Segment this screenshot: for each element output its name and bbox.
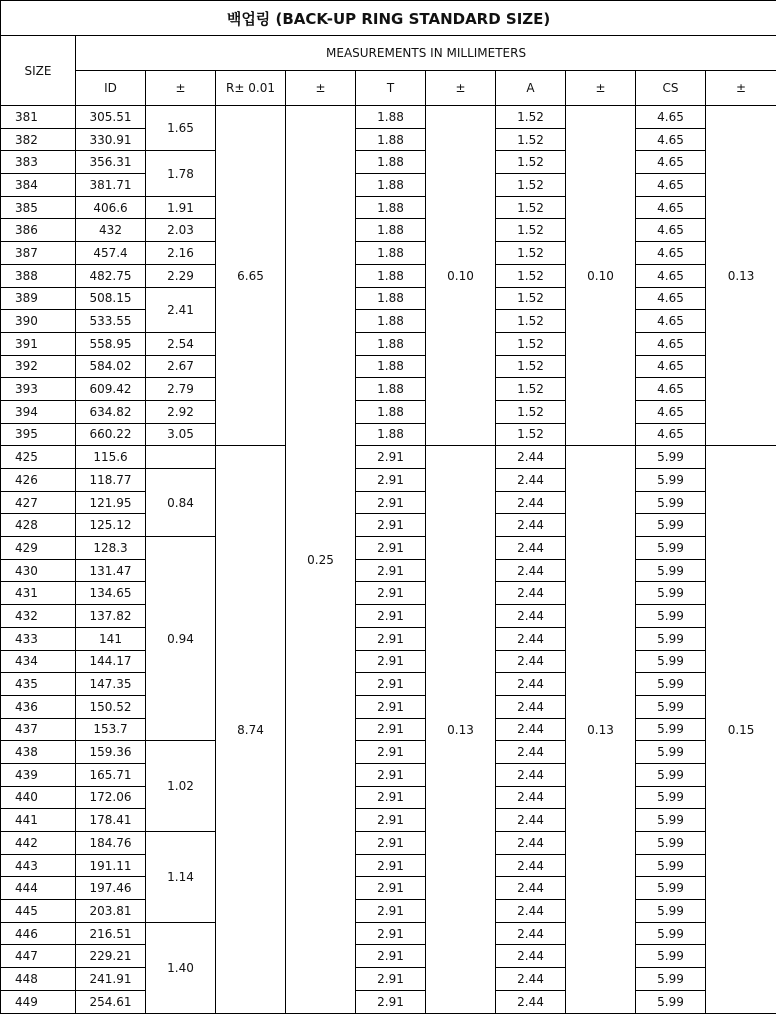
cs-cell: 4.65	[636, 242, 706, 265]
table-title: 백업링 (BACK-UP RING STANDARD SIZE)	[1, 1, 776, 36]
a-cell: 1.52	[496, 128, 566, 151]
size-cell: 388	[1, 264, 76, 287]
id-cell: 147.35	[76, 673, 146, 696]
t-cell: 1.88	[356, 128, 426, 151]
t-cell: 1.88	[356, 264, 426, 287]
id-cell: 150.52	[76, 695, 146, 718]
size-cell: 449	[1, 990, 76, 1013]
id-cell: 121.95	[76, 491, 146, 514]
id-cell: 184.76	[76, 832, 146, 855]
id-tolerance-cell: 2.54	[146, 332, 216, 355]
t-cell: 1.88	[356, 219, 426, 242]
table-row	[1, 605, 776, 628]
table-row	[1, 627, 776, 650]
size-cell: 426	[1, 469, 76, 492]
table-row	[1, 151, 776, 174]
cs-cell: 5.99	[636, 900, 706, 923]
a-cell: 2.44	[496, 877, 566, 900]
column-header-id: ID	[76, 71, 146, 106]
a-cell: 2.44	[496, 900, 566, 923]
id-cell: 165.71	[76, 763, 146, 786]
column-header-r-tol: ±	[286, 71, 356, 106]
a-cell: 1.52	[496, 196, 566, 219]
cs-cell: 4.65	[636, 264, 706, 287]
cs-cell: 5.99	[636, 922, 706, 945]
a-cell: 2.44	[496, 786, 566, 809]
table-row	[1, 264, 776, 287]
id-tolerance-cell: 2.79	[146, 378, 216, 401]
table-row	[1, 945, 776, 968]
t-cell: 2.91	[356, 446, 426, 469]
column-header-row	[1, 71, 776, 106]
t-cell: 2.91	[356, 922, 426, 945]
t-cell: 2.91	[356, 559, 426, 582]
table-row	[1, 219, 776, 242]
cs-cell: 4.65	[636, 378, 706, 401]
cs-cell: 5.99	[636, 809, 706, 832]
r-cell: 8.74	[216, 446, 286, 1014]
id-tolerance-cell: 0.84	[146, 469, 216, 537]
a-cell: 2.44	[496, 650, 566, 673]
t-cell: 2.91	[356, 786, 426, 809]
a-cell: 2.44	[496, 537, 566, 560]
size-cell: 385	[1, 196, 76, 219]
id-cell: 432	[76, 219, 146, 242]
table-row	[1, 741, 776, 764]
t-cell: 2.91	[356, 741, 426, 764]
table-row	[1, 763, 776, 786]
size-cell: 434	[1, 650, 76, 673]
size-cell: 425	[1, 446, 76, 469]
table-row	[1, 491, 776, 514]
id-cell: 634.82	[76, 400, 146, 423]
id-tolerance-cell: 1.02	[146, 741, 216, 832]
id-tolerance-cell: 0.94	[146, 537, 216, 741]
table-row	[1, 695, 776, 718]
t-cell: 2.91	[356, 990, 426, 1013]
table-row	[1, 242, 776, 265]
table-row	[1, 968, 776, 991]
id-cell: 660.22	[76, 423, 146, 446]
a-cell: 2.44	[496, 922, 566, 945]
cs-cell: 4.65	[636, 400, 706, 423]
cs-cell: 4.65	[636, 128, 706, 151]
table-row	[1, 582, 776, 605]
size-cell: 447	[1, 945, 76, 968]
id-cell: 141	[76, 627, 146, 650]
a-cell: 2.44	[496, 673, 566, 696]
cs-cell: 5.99	[636, 582, 706, 605]
id-tolerance-cell: 2.41	[146, 287, 216, 332]
t-cell: 1.88	[356, 287, 426, 310]
column-header-cs: CS	[636, 71, 706, 106]
id-cell: 508.15	[76, 287, 146, 310]
size-cell: 392	[1, 355, 76, 378]
cs-cell: 5.99	[636, 968, 706, 991]
t-cell: 2.91	[356, 627, 426, 650]
size-cell: 382	[1, 128, 76, 151]
size-cell: 446	[1, 922, 76, 945]
cs-cell: 5.99	[636, 650, 706, 673]
a-cell: 1.52	[496, 310, 566, 333]
a-cell: 1.52	[496, 287, 566, 310]
id-cell: 178.41	[76, 809, 146, 832]
table-row	[1, 174, 776, 197]
cs-cell: 5.99	[636, 832, 706, 855]
table-row	[1, 809, 776, 832]
table-row	[1, 718, 776, 741]
column-header-a-tol: ±	[566, 71, 636, 106]
id-cell: 137.82	[76, 605, 146, 628]
size-cell: 442	[1, 832, 76, 855]
a-cell: 1.52	[496, 174, 566, 197]
t-cell: 2.91	[356, 968, 426, 991]
id-cell: 482.75	[76, 264, 146, 287]
column-header-t: T	[356, 71, 426, 106]
table-row	[1, 559, 776, 582]
a-cell: 2.44	[496, 990, 566, 1013]
size-cell: 440	[1, 786, 76, 809]
a-cell: 2.44	[496, 514, 566, 537]
t-cell: 2.91	[356, 469, 426, 492]
column-header-a: A	[496, 71, 566, 106]
id-cell: 533.55	[76, 310, 146, 333]
t-cell: 2.91	[356, 650, 426, 673]
table-row	[1, 786, 776, 809]
size-cell: 428	[1, 514, 76, 537]
a-cell: 2.44	[496, 968, 566, 991]
cs-cell: 4.65	[636, 287, 706, 310]
id-tolerance-cell: 1.78	[146, 151, 216, 196]
t-cell: 2.91	[356, 605, 426, 628]
column-header-id-tol: ±	[146, 71, 216, 106]
id-cell: 330.91	[76, 128, 146, 151]
a-cell: 2.44	[496, 491, 566, 514]
size-cell: 395	[1, 423, 76, 446]
id-tolerance-cell	[146, 446, 216, 469]
table-row	[1, 378, 776, 401]
table-row	[1, 514, 776, 537]
id-cell: 153.7	[76, 718, 146, 741]
a-cell: 2.44	[496, 446, 566, 469]
table-row	[1, 832, 776, 855]
a-tolerance-cell: 0.10	[566, 106, 636, 446]
cs-cell: 4.65	[636, 355, 706, 378]
id-cell: 128.3	[76, 537, 146, 560]
cs-cell: 5.99	[636, 763, 706, 786]
a-cell: 2.44	[496, 627, 566, 650]
size-cell: 443	[1, 854, 76, 877]
cs-cell: 5.99	[636, 945, 706, 968]
table-row	[1, 400, 776, 423]
t-cell: 1.88	[356, 196, 426, 219]
size-cell: 448	[1, 968, 76, 991]
table-row	[1, 332, 776, 355]
table-row	[1, 128, 776, 151]
table-row	[1, 446, 776, 469]
a-tolerance-cell: 0.13	[566, 446, 636, 1014]
t-cell: 2.91	[356, 491, 426, 514]
cs-cell: 4.65	[636, 196, 706, 219]
a-cell: 1.52	[496, 332, 566, 355]
id-cell: 144.17	[76, 650, 146, 673]
a-cell: 2.44	[496, 854, 566, 877]
table-row	[1, 922, 776, 945]
t-tolerance-cell: 0.13	[426, 446, 496, 1014]
t-cell: 1.88	[356, 106, 426, 129]
t-cell: 1.88	[356, 378, 426, 401]
id-cell: 356.31	[76, 151, 146, 174]
size-cell: 431	[1, 582, 76, 605]
id-tolerance-cell: 1.65	[146, 106, 216, 151]
size-cell: 435	[1, 673, 76, 696]
table-row	[1, 106, 776, 129]
size-cell: 438	[1, 741, 76, 764]
cs-cell: 5.99	[636, 491, 706, 514]
size-cell: 391	[1, 332, 76, 355]
cs-cell: 4.65	[636, 219, 706, 242]
size-cell: 430	[1, 559, 76, 582]
cs-cell: 5.99	[636, 559, 706, 582]
a-cell: 2.44	[496, 763, 566, 786]
id-cell: 125.12	[76, 514, 146, 537]
t-cell: 1.88	[356, 355, 426, 378]
table-body	[1, 106, 776, 1014]
id-cell: 381.71	[76, 174, 146, 197]
id-tolerance-cell: 2.16	[146, 242, 216, 265]
size-header: SIZE	[1, 36, 76, 106]
t-cell: 2.91	[356, 763, 426, 786]
a-cell: 2.44	[496, 559, 566, 582]
id-cell: 216.51	[76, 922, 146, 945]
size-cell: 393	[1, 378, 76, 401]
table-header	[1, 1, 776, 106]
a-cell: 1.52	[496, 264, 566, 287]
id-cell: 115.6	[76, 446, 146, 469]
a-cell: 1.52	[496, 355, 566, 378]
id-cell: 609.42	[76, 378, 146, 401]
size-cell: 441	[1, 809, 76, 832]
r-tolerance-cell: 0.25	[286, 106, 356, 1014]
a-cell: 2.44	[496, 605, 566, 628]
table-row	[1, 877, 776, 900]
size-cell: 436	[1, 695, 76, 718]
cs-cell: 5.99	[636, 605, 706, 628]
t-cell: 2.91	[356, 945, 426, 968]
id-cell: 131.47	[76, 559, 146, 582]
t-cell: 2.91	[356, 809, 426, 832]
a-cell: 2.44	[496, 695, 566, 718]
cs-cell: 5.99	[636, 469, 706, 492]
size-cell: 381	[1, 106, 76, 129]
t-tolerance-cell: 0.10	[426, 106, 496, 446]
id-tolerance-cell: 1.91	[146, 196, 216, 219]
size-cell: 387	[1, 242, 76, 265]
t-cell: 1.88	[356, 151, 426, 174]
cs-cell: 4.65	[636, 332, 706, 355]
size-cell: 432	[1, 605, 76, 628]
size-cell: 437	[1, 718, 76, 741]
id-cell: 229.21	[76, 945, 146, 968]
id-cell: 197.46	[76, 877, 146, 900]
t-cell: 2.91	[356, 718, 426, 741]
size-cell: 390	[1, 310, 76, 333]
id-cell: 172.06	[76, 786, 146, 809]
t-cell: 2.91	[356, 537, 426, 560]
t-cell: 1.88	[356, 310, 426, 333]
id-tolerance-cell: 2.29	[146, 264, 216, 287]
table-row	[1, 355, 776, 378]
size-cell: 386	[1, 219, 76, 242]
size-cell: 429	[1, 537, 76, 560]
cs-tolerance-cell: 0.15	[706, 446, 776, 1014]
id-tolerance-cell: 2.67	[146, 355, 216, 378]
cs-cell: 5.99	[636, 786, 706, 809]
cs-cell: 4.65	[636, 106, 706, 129]
id-cell: 134.65	[76, 582, 146, 605]
id-tolerance-cell: 1.40	[146, 922, 216, 1013]
a-cell: 2.44	[496, 718, 566, 741]
a-cell: 1.52	[496, 378, 566, 401]
table-row	[1, 423, 776, 446]
a-cell: 2.44	[496, 832, 566, 855]
id-tolerance-cell: 2.92	[146, 400, 216, 423]
cs-cell: 4.65	[636, 151, 706, 174]
cs-cell: 5.99	[636, 695, 706, 718]
a-cell: 2.44	[496, 582, 566, 605]
cs-cell: 5.99	[636, 537, 706, 560]
size-cell: 394	[1, 400, 76, 423]
size-cell: 433	[1, 627, 76, 650]
measurements-header: MEASUREMENTS IN MILLIMETERS	[76, 36, 776, 71]
a-cell: 1.52	[496, 242, 566, 265]
table-row	[1, 310, 776, 333]
t-cell: 2.91	[356, 514, 426, 537]
cs-cell: 5.99	[636, 627, 706, 650]
table-row	[1, 854, 776, 877]
size-cell: 445	[1, 900, 76, 923]
t-cell: 2.91	[356, 673, 426, 696]
a-cell: 1.52	[496, 423, 566, 446]
size-cell: 427	[1, 491, 76, 514]
table-row	[1, 900, 776, 923]
size-cell: 389	[1, 287, 76, 310]
a-cell: 1.52	[496, 106, 566, 129]
t-cell: 2.91	[356, 877, 426, 900]
id-cell: 457.4	[76, 242, 146, 265]
id-tolerance-cell: 3.05	[146, 423, 216, 446]
id-cell: 558.95	[76, 332, 146, 355]
id-cell: 203.81	[76, 900, 146, 923]
column-header-t-tol: ±	[426, 71, 496, 106]
a-cell: 2.44	[496, 809, 566, 832]
cs-cell: 4.65	[636, 423, 706, 446]
t-cell: 2.91	[356, 695, 426, 718]
a-cell: 1.52	[496, 219, 566, 242]
id-cell: 159.36	[76, 741, 146, 764]
table-row	[1, 469, 776, 492]
cs-cell: 5.99	[636, 446, 706, 469]
t-cell: 2.91	[356, 854, 426, 877]
cs-cell: 5.99	[636, 718, 706, 741]
cs-cell: 5.99	[636, 854, 706, 877]
t-cell: 1.88	[356, 423, 426, 446]
t-cell: 2.91	[356, 832, 426, 855]
size-cell: 439	[1, 763, 76, 786]
t-cell: 2.91	[356, 582, 426, 605]
a-cell: 2.44	[496, 945, 566, 968]
t-cell: 2.91	[356, 900, 426, 923]
a-cell: 2.44	[496, 469, 566, 492]
id-cell: 406.6	[76, 196, 146, 219]
a-cell: 1.52	[496, 400, 566, 423]
id-cell: 118.77	[76, 469, 146, 492]
table-row	[1, 537, 776, 560]
t-cell: 1.88	[356, 400, 426, 423]
id-tolerance-cell: 1.14	[146, 832, 216, 923]
id-cell: 191.11	[76, 854, 146, 877]
table-row	[1, 287, 776, 310]
a-cell: 2.44	[496, 741, 566, 764]
t-cell: 1.88	[356, 332, 426, 355]
id-cell: 584.02	[76, 355, 146, 378]
id-tolerance-cell: 2.03	[146, 219, 216, 242]
cs-cell: 5.99	[636, 673, 706, 696]
cs-cell: 5.99	[636, 877, 706, 900]
id-cell: 241.91	[76, 968, 146, 991]
cs-cell: 4.65	[636, 174, 706, 197]
table-row	[1, 650, 776, 673]
cs-cell: 5.99	[636, 741, 706, 764]
column-header-r: R± 0.01	[216, 71, 286, 106]
table-row	[1, 990, 776, 1013]
r-cell: 6.65	[216, 106, 286, 446]
table-row	[1, 673, 776, 696]
t-cell: 1.88	[356, 174, 426, 197]
a-cell: 1.52	[496, 151, 566, 174]
size-cell: 383	[1, 151, 76, 174]
id-cell: 305.51	[76, 106, 146, 129]
table-row	[1, 196, 776, 219]
t-cell: 1.88	[356, 242, 426, 265]
id-cell: 254.61	[76, 990, 146, 1013]
cs-cell: 4.65	[636, 310, 706, 333]
size-cell: 444	[1, 877, 76, 900]
cs-tolerance-cell: 0.13	[706, 106, 776, 446]
title-row	[1, 1, 776, 36]
cs-cell: 5.99	[636, 990, 706, 1013]
cs-cell: 5.99	[636, 514, 706, 537]
size-cell: 384	[1, 174, 76, 197]
measurements-row	[1, 36, 776, 71]
column-header-cs-tol: ±	[706, 71, 776, 106]
